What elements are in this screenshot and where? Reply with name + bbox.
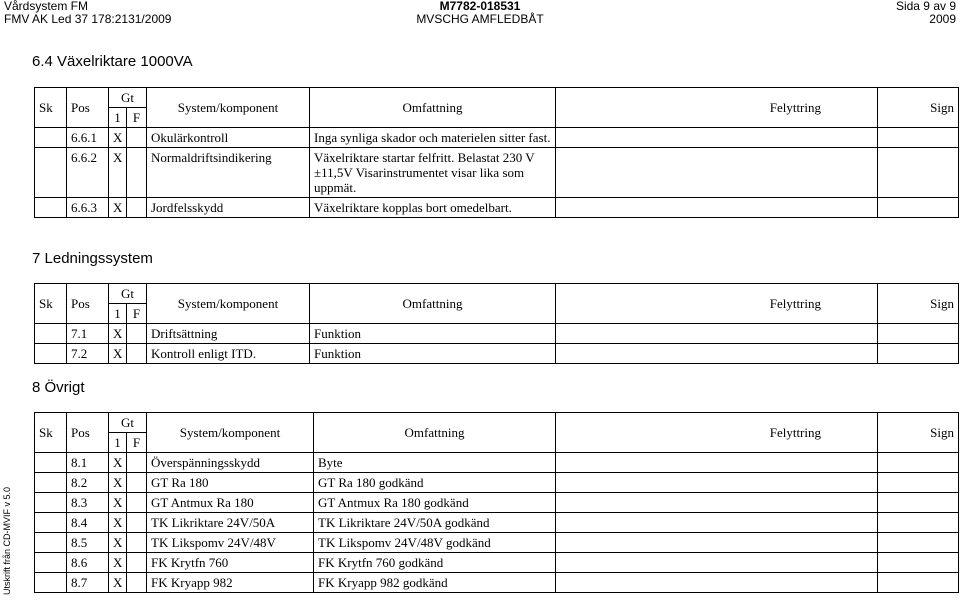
- table-row: [35, 553, 959, 573]
- cell-sk: [35, 344, 67, 364]
- cell-gt-1: X: [109, 553, 127, 573]
- cell-gt-f: [127, 573, 147, 593]
- cell-omfattning: Inga synliga skador och materielen sitter fast.: [310, 128, 556, 148]
- header-document-title: MVSCHG AMFLEDBÅT: [416, 12, 544, 26]
- table-row: [35, 453, 959, 473]
- cell-felyttring: [556, 128, 878, 148]
- cell-gt-f: [127, 473, 147, 493]
- cell-sk: [35, 198, 67, 218]
- cell-gt-1: X: [109, 128, 127, 148]
- cell-sign: [878, 553, 959, 573]
- cell-system: TK Likriktare 24V/50A: [147, 513, 314, 533]
- cell-gt-f: [127, 533, 147, 553]
- cell-pos: 7.2: [67, 344, 109, 364]
- cell-omfattning: FK Kryapp 982 godkänd: [314, 573, 556, 593]
- cell-sign: [878, 324, 959, 344]
- checklist-table-vaxelriktare: [34, 87, 959, 218]
- cell-pos: 8.5: [67, 533, 109, 553]
- cell-felyttring: [556, 533, 878, 553]
- cell-felyttring: [556, 324, 878, 344]
- cell-omfattning: GT Ra 180 godkänd: [314, 473, 556, 493]
- cell-gt-f: [127, 553, 147, 573]
- header-document-number: M7782-018531: [439, 0, 521, 13]
- cell-sign: [878, 473, 959, 493]
- cell-gt-1: X: [109, 453, 127, 473]
- cell-sign: [878, 493, 959, 513]
- table-row: [35, 198, 959, 218]
- cell-sign: [878, 513, 959, 533]
- col-header-sign: Sign: [878, 88, 959, 128]
- table-row: [35, 513, 959, 533]
- col-header-sk: Sk: [35, 413, 67, 453]
- col-header-gt-f: F: [127, 433, 147, 453]
- cell-sk: [35, 324, 67, 344]
- table-row: [35, 533, 959, 553]
- table-row: [35, 573, 959, 593]
- cell-pos: 8.6: [67, 553, 109, 573]
- cell-pos: 8.3: [67, 493, 109, 513]
- cell-system: Normaldriftsindikering: [147, 148, 310, 198]
- col-header-omfattning: Omfattning: [314, 413, 556, 453]
- cell-gt-1: X: [109, 473, 127, 493]
- col-header-sk: Sk: [35, 88, 67, 128]
- col-header-gt-1: 1: [109, 433, 127, 453]
- cell-omfattning: TK Likriktare 24V/50A godkänd: [314, 513, 556, 533]
- cell-sk: [35, 533, 67, 553]
- cell-felyttring: [556, 553, 878, 573]
- cell-gt-1: X: [109, 493, 127, 513]
- cell-sk: [35, 573, 67, 593]
- cell-system: FK Kryapp 982: [147, 573, 314, 593]
- table-row: [35, 473, 959, 493]
- cell-pos: 7.1: [67, 324, 109, 344]
- col-header-gt: Gt: [109, 413, 147, 433]
- col-header-system: System/komponent: [147, 413, 314, 453]
- table-row: [35, 128, 959, 148]
- cell-system: Driftsättning: [147, 324, 310, 344]
- section-title-vaxelriktare: 6.4 Växelriktare 1000VA: [32, 53, 193, 70]
- cell-system: FK Krytfn 760: [147, 553, 314, 573]
- col-header-gt-f: F: [127, 304, 147, 324]
- cell-gt-1: X: [109, 344, 127, 364]
- cell-felyttring: [556, 493, 878, 513]
- cell-sk: [35, 493, 67, 513]
- cell-felyttring: [556, 344, 878, 364]
- col-header-pos: Pos: [67, 88, 109, 128]
- checklist-table-ovrigt: [34, 412, 959, 593]
- table-row: [35, 324, 959, 344]
- cell-gt-1: X: [109, 324, 127, 344]
- cell-pos: 8.1: [67, 453, 109, 473]
- cell-sign: [878, 533, 959, 553]
- cell-system: GT Ra 180: [147, 473, 314, 493]
- cell-sign: [878, 573, 959, 593]
- cell-omfattning: FK Krytfn 760 godkänd: [314, 553, 556, 573]
- cell-system: Överspänningsskydd: [147, 453, 314, 473]
- header-year: 2009: [929, 12, 956, 26]
- side-print-note: Utskrift från CD-MVIF v 5.0: [2, 486, 12, 595]
- cell-felyttring: [556, 513, 878, 533]
- cell-sign: [878, 198, 959, 218]
- col-header-omfattning: Omfattning: [310, 88, 556, 128]
- cell-gt-1: X: [109, 198, 127, 218]
- cell-gt-f: [127, 493, 147, 513]
- cell-sk: [35, 473, 67, 493]
- cell-system: GT Antmux Ra 180: [147, 493, 314, 513]
- cell-gt-f: [127, 128, 147, 148]
- header-right: [896, 0, 956, 26]
- cell-felyttring: [556, 148, 878, 198]
- cell-pos: 6.6.3: [67, 198, 109, 218]
- cell-omfattning: Växelriktare kopplas bort omedelbart.: [310, 198, 556, 218]
- cell-sign: [878, 128, 959, 148]
- cell-system: Okulärkontroll: [147, 128, 310, 148]
- cell-omfattning: Funktion: [310, 344, 556, 364]
- col-header-pos: Pos: [67, 284, 109, 324]
- cell-pos: 8.4: [67, 513, 109, 533]
- col-header-omfattning: Omfattning: [310, 284, 556, 324]
- header-system-name: Vårdsystem FM: [4, 0, 89, 13]
- cell-system: Kontroll enligt ITD.: [147, 344, 310, 364]
- col-header-pos: Pos: [67, 413, 109, 453]
- cell-sign: [878, 453, 959, 473]
- col-header-system: System/komponent: [147, 88, 310, 128]
- cell-gt-1: X: [109, 573, 127, 593]
- header-page-number: Sida 9 av 9: [895, 0, 956, 13]
- table-row: [35, 493, 959, 513]
- cell-gt-f: [127, 453, 147, 473]
- cell-sign: [878, 148, 959, 198]
- cell-gt-f: [127, 324, 147, 344]
- col-header-felyttring: Felyttring: [556, 284, 878, 324]
- cell-sk: [35, 128, 67, 148]
- cell-omfattning: TK Likspomv 24V/48V godkänd: [314, 533, 556, 553]
- table-row: [35, 344, 959, 364]
- cell-pos: 6.6.2: [67, 148, 109, 198]
- col-header-gt: Gt: [109, 284, 147, 304]
- cell-system: Jordfelsskydd: [147, 198, 310, 218]
- checklist-table-ledningssystem: [34, 283, 959, 364]
- cell-omfattning: Byte: [314, 453, 556, 473]
- cell-system: TK Likspomv 24V/48V: [147, 533, 314, 553]
- header-reference: FMV AK Led 37 178:2131/2009: [4, 12, 172, 26]
- col-header-gt: Gt: [109, 88, 147, 108]
- section-title-ledningssystem: 7 Ledningssystem: [32, 250, 153, 267]
- cell-pos: 8.2: [67, 473, 109, 493]
- header-center: [0, 0, 960, 26]
- cell-omfattning: Växelriktare startar felfritt. Belastat 230 V ±11,5V Visarinstrumentet visar lika som uppmät.: [310, 148, 556, 198]
- cell-sk: [35, 553, 67, 573]
- col-header-sign: Sign: [878, 284, 959, 324]
- cell-omfattning: Funktion: [310, 324, 556, 344]
- table-row: [35, 148, 959, 198]
- cell-felyttring: [556, 573, 878, 593]
- cell-pos: 8.7: [67, 573, 109, 593]
- col-header-gt-1: 1: [109, 304, 127, 324]
- col-header-felyttring: Felyttring: [556, 413, 878, 453]
- cell-gt-f: [127, 344, 147, 364]
- cell-gt-f: [127, 198, 147, 218]
- cell-gt-1: X: [109, 513, 127, 533]
- col-header-felyttring: Felyttring: [556, 88, 878, 128]
- col-header-sk: Sk: [35, 284, 67, 324]
- col-header-gt-1: 1: [109, 108, 127, 128]
- cell-gt-f: [127, 513, 147, 533]
- cell-sign: [878, 344, 959, 364]
- col-header-gt-f: F: [127, 108, 147, 128]
- cell-gt-1: X: [109, 533, 127, 553]
- col-header-sign: Sign: [878, 413, 959, 453]
- cell-pos: 6.6.1: [67, 128, 109, 148]
- cell-sk: [35, 513, 67, 533]
- cell-felyttring: [556, 473, 878, 493]
- section-title-ovrigt: 8 Övrigt: [32, 379, 85, 396]
- cell-gt-1: X: [109, 148, 127, 198]
- cell-sk: [35, 453, 67, 473]
- cell-sk: [35, 148, 67, 198]
- cell-gt-f: [127, 148, 147, 198]
- cell-omfattning: GT Antmux Ra 180 godkänd: [314, 493, 556, 513]
- cell-felyttring: [556, 198, 878, 218]
- col-header-system: System/komponent: [147, 284, 310, 324]
- cell-felyttring: [556, 453, 878, 473]
